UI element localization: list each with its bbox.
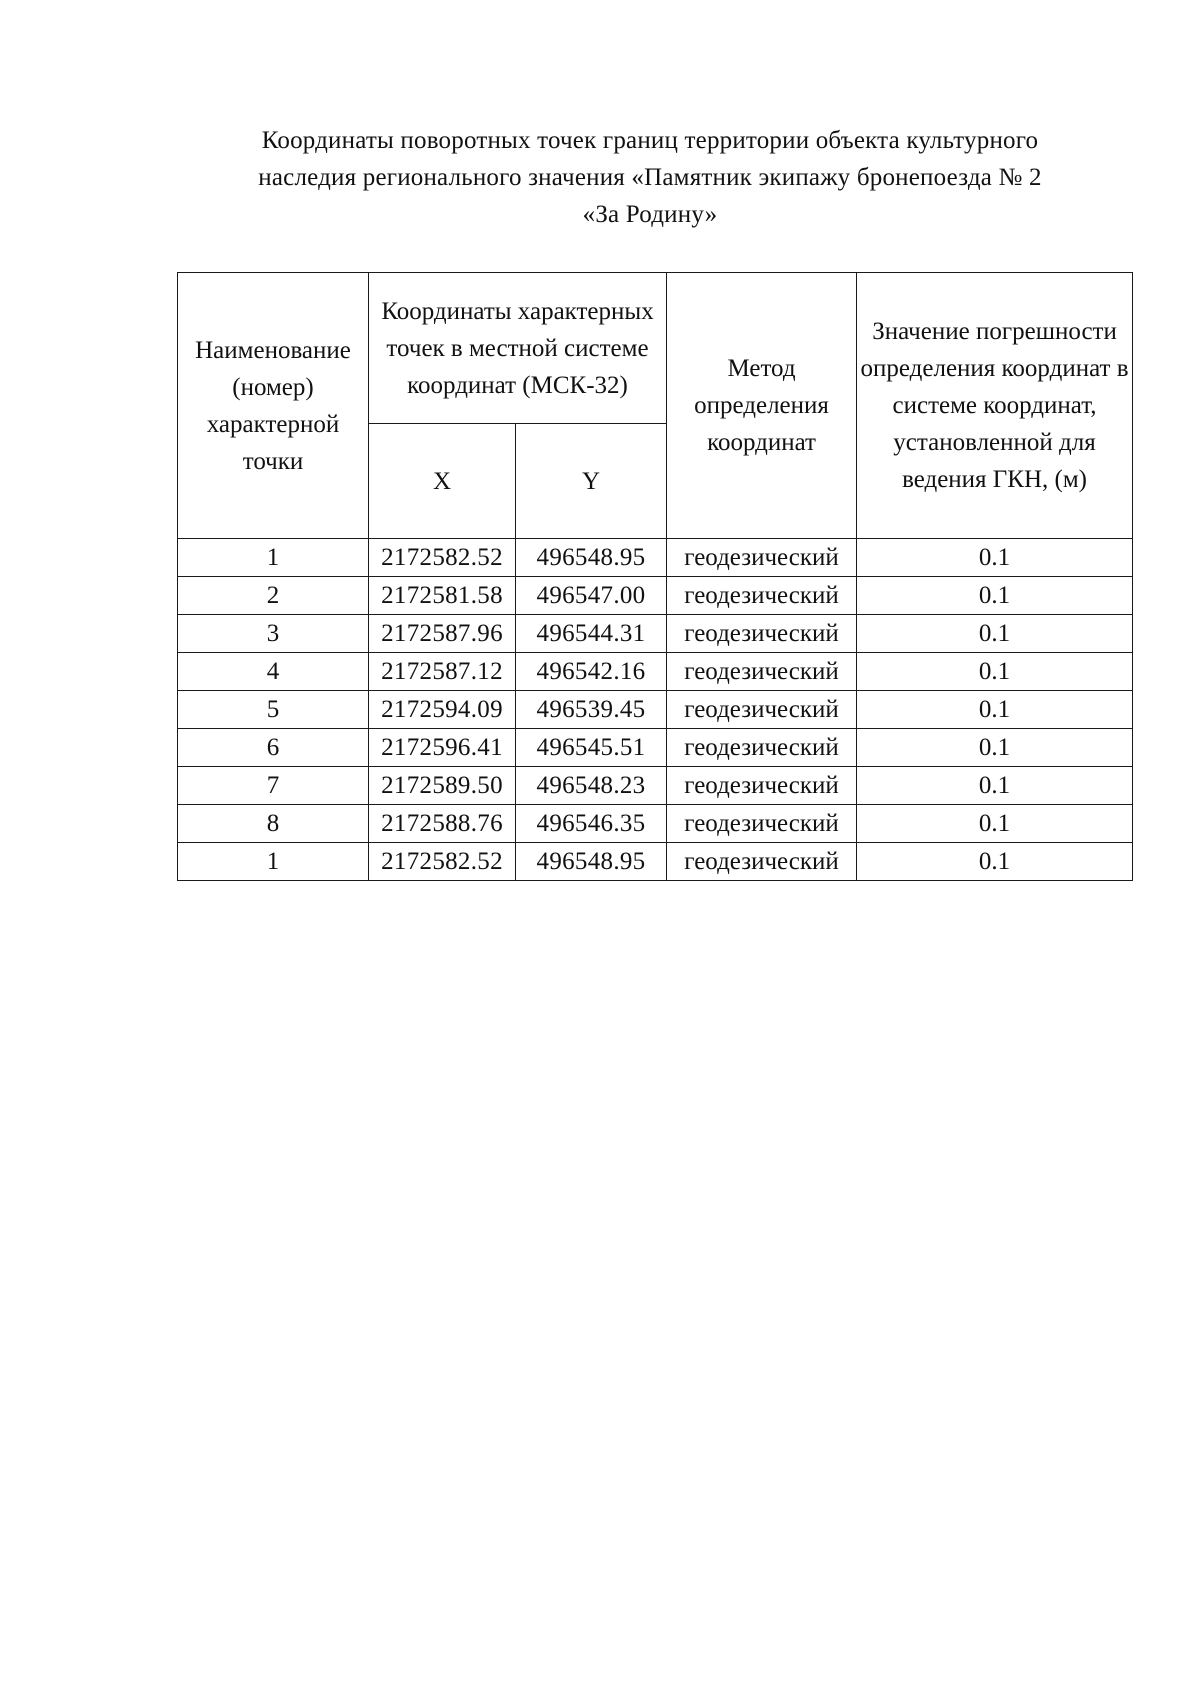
cell-y: 496548.23 (516, 767, 667, 805)
cell-accuracy: 0.1 (857, 615, 1133, 653)
table-row (178, 767, 1133, 805)
table-row (178, 729, 1133, 767)
table-row (178, 691, 1133, 729)
cell-y: 496548.95 (516, 539, 667, 577)
cell-accuracy: 0.1 (857, 653, 1133, 691)
table-row (178, 539, 1133, 577)
cell-x: 2172581.58 (369, 577, 516, 615)
cell-x: 2172587.12 (369, 653, 516, 691)
cell-point: 1 (178, 539, 369, 577)
table-header (178, 273, 1133, 539)
cell-x: 2172594.09 (369, 691, 516, 729)
cell-method: геодезический (667, 653, 857, 691)
header-x: X (369, 424, 516, 539)
cell-method: геодезический (667, 767, 857, 805)
table-row (178, 653, 1133, 691)
header-point-name: Наименование (номер) характерной точки (178, 273, 369, 539)
header-accuracy: Значение погрешности определения координат в системе координат, установленной для ведения ГКН, (м) (857, 273, 1133, 539)
cell-method: геодезический (667, 577, 857, 615)
table-row (178, 843, 1133, 881)
table-body (178, 539, 1133, 881)
cell-y: 496542.16 (516, 653, 667, 691)
table-row (178, 805, 1133, 843)
cell-y: 496547.00 (516, 577, 667, 615)
cell-point: 7 (178, 767, 369, 805)
cell-method: геодезический (667, 843, 857, 881)
cell-point: 4 (178, 653, 369, 691)
cell-accuracy: 0.1 (857, 539, 1133, 577)
cell-accuracy: 0.1 (857, 691, 1133, 729)
cell-y: 496548.95 (516, 843, 667, 881)
cell-method: геодезический (667, 805, 857, 843)
cell-x: 2172588.76 (369, 805, 516, 843)
cell-y: 496544.31 (516, 615, 667, 653)
cell-x: 2172582.52 (369, 539, 516, 577)
cell-point: 6 (178, 729, 369, 767)
header-y: Y (516, 424, 667, 539)
table-row (178, 615, 1133, 653)
cell-accuracy: 0.1 (857, 843, 1133, 881)
header-method: Метод определения координат (667, 273, 857, 539)
cell-y: 496545.51 (516, 729, 667, 767)
cell-x: 2172589.50 (369, 767, 516, 805)
cell-point: 5 (178, 691, 369, 729)
cell-point: 1 (178, 843, 369, 881)
title-line-2: наследия регионального значения «Памятник экипажу бронепоезда № 2 (258, 164, 1042, 191)
cell-accuracy: 0.1 (857, 767, 1133, 805)
title-line-3: «За Родину» (582, 201, 718, 228)
cell-y: 496546.35 (516, 805, 667, 843)
cell-method: геодезический (667, 691, 857, 729)
cell-x: 2172582.52 (369, 843, 516, 881)
cell-point: 8 (178, 805, 369, 843)
header-row-1 (178, 273, 1133, 424)
cell-x: 2172587.96 (369, 615, 516, 653)
cell-point: 2 (178, 577, 369, 615)
cell-accuracy: 0.1 (857, 577, 1133, 615)
cell-method: геодезический (667, 729, 857, 767)
cell-method: геодезический (667, 539, 857, 577)
cell-y: 496539.45 (516, 691, 667, 729)
title-line-1: Координаты поворотных точек границ территории объекта культурного (261, 127, 1039, 154)
document-title (170, 122, 1130, 233)
cell-method: геодезический (667, 615, 857, 653)
table-row (178, 577, 1133, 615)
cell-accuracy: 0.1 (857, 729, 1133, 767)
header-coordinates: Координаты характерных точек в местной системе координат (МСК-32) (369, 273, 667, 424)
cell-accuracy: 0.1 (857, 805, 1133, 843)
cell-x: 2172596.41 (369, 729, 516, 767)
cell-point: 3 (178, 615, 369, 653)
coordinates-table (177, 272, 1133, 881)
